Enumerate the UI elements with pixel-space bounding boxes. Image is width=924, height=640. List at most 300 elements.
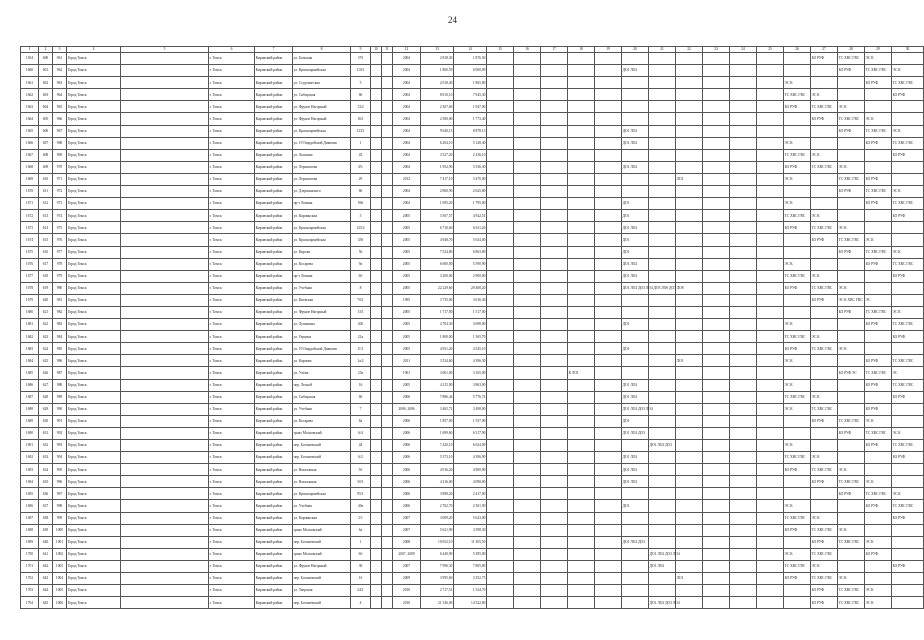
table-cell <box>568 246 595 258</box>
table-cell <box>541 476 568 488</box>
table-cell <box>514 77 541 89</box>
table-cell <box>371 149 382 161</box>
column-number-2: 2 <box>39 47 53 53</box>
table-cell: 5 <box>351 77 371 89</box>
table-cell: г. Томск <box>209 258 255 270</box>
table-cell: 1 876,50 <box>454 53 487 65</box>
table-cell: ЭС К <box>892 246 924 258</box>
table-row <box>21 524 924 536</box>
table-cell <box>784 415 811 427</box>
table-cell: 601 <box>39 65 53 77</box>
table-cell <box>676 415 703 427</box>
table-cell: ДО1 ЛО2 <box>622 137 649 149</box>
table-cell <box>121 222 209 234</box>
table-cell: ДО1 <box>622 500 649 512</box>
table-row <box>21 186 924 198</box>
table-cell: Кировский район <box>255 379 293 391</box>
column-number-21: 21 <box>649 47 676 53</box>
table-cell: г. Томск <box>209 282 255 294</box>
table-cell <box>703 585 730 597</box>
table-cell: Город Томск <box>67 137 121 149</box>
table-cell <box>514 294 541 306</box>
table-cell: 1 857,00 <box>421 415 454 427</box>
table-cell <box>541 440 568 452</box>
table-cell <box>676 585 703 597</box>
table-cell <box>757 440 784 452</box>
table-cell <box>121 161 209 173</box>
table-cell: 7 <box>351 403 371 415</box>
table-cell <box>514 246 541 258</box>
table-cell: БО РУФ <box>865 137 892 149</box>
table-cell <box>371 173 382 185</box>
table-cell <box>121 186 209 198</box>
table-cell: ДО1 ЛО2 ДО3 ЛО4 <box>649 548 676 560</box>
table-cell: 6 710,60 <box>421 222 454 234</box>
table-cell: 6/2 <box>351 452 371 464</box>
table-cell: 2005 <box>393 270 421 282</box>
table-cell: Город Томск <box>67 186 121 198</box>
table-cell: г. Томск <box>209 415 255 427</box>
table-cell: 24/1 <box>351 585 371 597</box>
table-cell: Город Томск <box>67 355 121 367</box>
table-cell <box>595 500 622 512</box>
table-cell <box>784 294 811 306</box>
table-cell <box>676 512 703 524</box>
table-cell: 1673 <box>21 222 39 234</box>
table-cell: 3 567,57 <box>421 210 454 222</box>
table-cell: 1 947,00 <box>454 101 487 113</box>
table-cell <box>121 137 209 149</box>
table-cell <box>703 452 730 464</box>
table-cell <box>757 597 784 609</box>
table-cell <box>121 246 209 258</box>
table-cell <box>514 53 541 65</box>
table-cell: ЭС К <box>892 186 924 198</box>
table-cell <box>784 536 811 548</box>
table-cell <box>676 367 703 379</box>
table-cell: 25а <box>351 367 371 379</box>
table-cell <box>892 415 924 427</box>
table-cell: БО РУФ <box>865 77 892 89</box>
table-cell <box>121 440 209 452</box>
table-cell: 617 <box>39 258 53 270</box>
table-cell <box>541 113 568 125</box>
table-cell: 621 <box>39 306 53 318</box>
table-cell: 43 <box>351 149 371 161</box>
table-cell <box>541 573 568 585</box>
table-cell: 1684 <box>21 355 39 367</box>
table-cell <box>541 294 568 306</box>
table-cell: ул. Красноармейская <box>293 234 351 246</box>
table-cell <box>757 548 784 560</box>
column-number-25: 25 <box>757 47 784 53</box>
table-cell: БО РУФ <box>892 270 924 282</box>
table-row <box>21 161 924 173</box>
table-cell <box>541 149 568 161</box>
table-cell: 95/1 <box>351 488 371 500</box>
table-cell: 3 470,00 <box>454 173 487 185</box>
table-cell: 9 640,15 <box>421 125 454 137</box>
table-cell: Кировский район <box>255 512 293 524</box>
table-cell: Кировский район <box>255 89 293 101</box>
table-cell <box>811 355 838 367</box>
table-cell <box>676 222 703 234</box>
table-cell <box>371 319 382 331</box>
table-cell <box>649 222 676 234</box>
table-cell: 631 <box>39 427 53 439</box>
table-cell: 1а/2 <box>351 355 371 367</box>
table-cell <box>757 222 784 234</box>
table-cell <box>541 270 568 282</box>
table-cell: 7 805,80 <box>454 560 487 572</box>
table-row <box>21 597 924 609</box>
table-cell <box>487 512 514 524</box>
table-cell: 983 <box>53 319 67 331</box>
table-cell <box>757 367 784 379</box>
table-cell <box>703 101 730 113</box>
table-cell <box>865 89 892 101</box>
table-cell: 1 565,70 <box>454 331 487 343</box>
table-cell: ул. Учебная <box>293 403 351 415</box>
table-cell <box>757 536 784 548</box>
table-cell <box>568 149 595 161</box>
table-cell: 625 <box>39 355 53 367</box>
table-cell <box>865 560 892 572</box>
table-cell: 10 052,10 <box>421 536 454 548</box>
table-cell <box>649 536 676 548</box>
table-cell <box>487 210 514 222</box>
table-cell: 47г <box>351 161 371 173</box>
table-cell <box>487 246 514 258</box>
table-cell <box>514 500 541 512</box>
table-cell <box>784 125 811 137</box>
table-cell <box>784 585 811 597</box>
table-cell: Город Томск <box>67 488 121 500</box>
table-cell: 1003 <box>53 560 67 572</box>
table-cell <box>865 149 892 161</box>
table-cell <box>121 173 209 185</box>
table-cell <box>649 476 676 488</box>
table-row <box>21 464 924 476</box>
table-cell <box>730 403 757 415</box>
table-cell: 14 522,80 <box>454 597 487 609</box>
table-row <box>21 560 924 572</box>
table-cell <box>568 536 595 548</box>
table-cell: 1700 <box>21 548 39 560</box>
table-cell: ЭС К <box>865 113 892 125</box>
table-cell <box>541 173 568 185</box>
table-cell <box>568 234 595 246</box>
table-cell <box>676 379 703 391</box>
table-cell: 962 <box>53 65 67 77</box>
table-cell <box>703 113 730 125</box>
table-cell: ДО1 ЛО2 <box>622 65 649 77</box>
table-cell: ЭС К <box>892 306 924 318</box>
table-cell <box>703 258 730 270</box>
table-cell: 3 616,30 <box>454 294 487 306</box>
table-cell: 637 <box>39 500 53 512</box>
table-cell: 4 931,20 <box>421 343 454 355</box>
table-cell: 2005 <box>393 282 421 294</box>
table-cell <box>371 512 382 524</box>
table-cell <box>811 125 838 137</box>
table-cell <box>121 113 209 125</box>
table-cell <box>487 548 514 560</box>
table-cell: ул. Лермонтова <box>293 161 351 173</box>
table-cell: Город Томск <box>67 427 121 439</box>
table-cell: г. Томск <box>209 222 255 234</box>
table-cell: ул. Сибирская <box>293 391 351 403</box>
table-cell: 20 408,20 <box>454 282 487 294</box>
table-cell <box>371 331 382 343</box>
table-cell <box>382 391 393 403</box>
table-cell: Кировский район <box>255 173 293 185</box>
table-cell: БО РУФ <box>865 319 892 331</box>
table-cell <box>382 403 393 415</box>
table-cell: ДО1 ЛО2 <box>622 222 649 234</box>
table-cell: 996 <box>53 476 67 488</box>
table-cell <box>730 137 757 149</box>
table-cell: 5 621,90 <box>421 524 454 536</box>
table-cell <box>649 464 676 476</box>
table-cell: ДО1 ЛО2 <box>622 161 649 173</box>
table-cell <box>514 149 541 161</box>
column-number-1: 1 <box>21 47 39 53</box>
table-cell <box>371 258 382 270</box>
table-cell: Кировский район <box>255 306 293 318</box>
table-cell: Кировский район <box>255 198 293 210</box>
table-cell: 1004 <box>53 573 67 585</box>
table-cell <box>730 343 757 355</box>
table-cell: 4 916,20 <box>421 464 454 476</box>
table-cell <box>595 282 622 294</box>
table-cell <box>676 198 703 210</box>
table-cell: 2 860,90 <box>421 186 454 198</box>
table-cell: 1666 <box>21 137 39 149</box>
table-cell: ДО1 ЛО2 <box>622 258 649 270</box>
table-cell: Город Томск <box>67 77 121 89</box>
table-cell: 626 <box>39 367 53 379</box>
table-cell <box>514 161 541 173</box>
table-cell <box>676 524 703 536</box>
table-cell <box>514 186 541 198</box>
table-cell <box>382 246 393 258</box>
table-cell: пер. Богашевский <box>293 440 351 452</box>
table-cell: 994 <box>53 452 67 464</box>
table-cell <box>382 210 393 222</box>
table-cell: Кировский район <box>255 488 293 500</box>
table-cell: 624 <box>39 343 53 355</box>
table-cell <box>730 161 757 173</box>
table-cell: ТС ХВС ГВС <box>838 476 865 488</box>
table-cell <box>541 89 568 101</box>
table-cell <box>568 597 595 609</box>
table-cell <box>568 355 595 367</box>
table-cell <box>371 137 382 149</box>
table-row <box>21 65 924 77</box>
table-cell: 2005 <box>393 210 421 222</box>
table-cell: г. Томск <box>209 560 255 572</box>
table-cell: Город Томск <box>67 282 121 294</box>
table-cell: ДО1 ЛО2 ДО3 ЛО4 <box>622 403 649 415</box>
table-cell: ТС ХВС ГВС <box>784 210 811 222</box>
table-cell: ЭС К <box>865 415 892 427</box>
table-cell: ЭС К <box>865 53 892 65</box>
table-cell: БО РУФ <box>865 440 892 452</box>
table-cell: 3 863,00 <box>454 379 487 391</box>
table-cell: 968 <box>53 137 67 149</box>
table-cell <box>541 403 568 415</box>
table-cell <box>371 53 382 65</box>
table-cell <box>541 464 568 476</box>
table-cell: 963 <box>53 77 67 89</box>
table-cell: Город Томск <box>67 524 121 536</box>
table-cell: 989 <box>53 391 67 403</box>
table-cell: Город Томск <box>67 161 121 173</box>
table-cell <box>382 234 393 246</box>
table-cell: БО РУФ <box>865 379 892 391</box>
table-cell <box>838 512 865 524</box>
table-cell: ДО1 ЛО2 <box>622 379 649 391</box>
table-cell: ул. Красноармейская <box>293 125 351 137</box>
table-cell: г. Томск <box>209 476 255 488</box>
table-cell <box>595 440 622 452</box>
table-cell <box>595 65 622 77</box>
table-cell: 2004 <box>393 113 421 125</box>
table-cell <box>541 306 568 318</box>
table-cell: 5б/1 <box>351 476 371 488</box>
table-cell <box>487 415 514 427</box>
table-cell: 1006 <box>53 597 67 609</box>
register-table <box>20 46 924 609</box>
table-cell <box>568 319 595 331</box>
table-cell: г. Томск <box>209 198 255 210</box>
table-cell: ул. Карпинская <box>293 210 351 222</box>
table-cell: 610 <box>39 173 53 185</box>
table-cell <box>541 548 568 560</box>
table-cell: ул. Сибирская <box>293 89 351 101</box>
table-cell <box>487 89 514 101</box>
table-cell: Город Томск <box>67 331 121 343</box>
table-cell <box>838 137 865 149</box>
table-cell <box>649 65 676 77</box>
table-cell <box>649 306 676 318</box>
table-cell <box>757 210 784 222</box>
table-cell: 2005 <box>393 331 421 343</box>
table-cell: 2006 <box>393 488 421 500</box>
table-cell <box>838 500 865 512</box>
table-cell <box>676 536 703 548</box>
table-cell <box>514 355 541 367</box>
table-cell <box>371 367 382 379</box>
table-cell <box>121 512 209 524</box>
table-cell <box>757 137 784 149</box>
table-cell: 636 <box>39 488 53 500</box>
table-cell <box>838 319 865 331</box>
table-cell <box>514 113 541 125</box>
table-cell: 986 <box>53 355 67 367</box>
table-cell <box>865 452 892 464</box>
table-cell: ул. Учебная <box>293 282 351 294</box>
table-cell: 970 <box>53 161 67 173</box>
table-cell: 2 417,00 <box>454 488 487 500</box>
table-cell <box>676 270 703 282</box>
table-cell: Кировский район <box>255 500 293 512</box>
table-cell <box>595 391 622 403</box>
table-cell: Кировский район <box>255 524 293 536</box>
table-cell: БО РУФ <box>784 222 811 234</box>
table-cell <box>676 403 703 415</box>
table-cell: 641 <box>39 548 53 560</box>
table-cell <box>541 512 568 524</box>
table-cell <box>541 536 568 548</box>
table-cell <box>568 77 595 89</box>
table-cell: ул. Студенческая <box>293 77 351 89</box>
table-cell <box>121 282 209 294</box>
table-cell <box>865 524 892 536</box>
table-cell <box>676 560 703 572</box>
table-cell <box>514 427 541 439</box>
table-cell <box>121 464 209 476</box>
table-cell: ТС ХВС ГВС <box>892 440 924 452</box>
table-cell <box>382 560 393 572</box>
table-cell: 56 <box>351 246 371 258</box>
table-cell: БО РУФ <box>811 536 838 548</box>
table-cell: 1689 <box>21 415 39 427</box>
table-cell: 984 <box>53 331 67 343</box>
table-cell: 60 <box>351 186 371 198</box>
table-cell <box>892 222 924 234</box>
table-cell <box>676 65 703 77</box>
table-cell: Кировский район <box>255 77 293 89</box>
table-cell: пр-т Ленина <box>293 198 351 210</box>
table-cell <box>514 597 541 609</box>
table-cell <box>757 306 784 318</box>
table-cell: 7 886,44 <box>421 391 454 403</box>
table-cell: Кировский район <box>255 137 293 149</box>
table-cell <box>541 234 568 246</box>
table-cell: БО РУФ <box>784 464 811 476</box>
table-cell <box>838 77 865 89</box>
table-row <box>21 488 924 500</box>
table-cell: 1701 <box>21 560 39 572</box>
table-cell <box>514 548 541 560</box>
table-cell: Город Томск <box>67 222 121 234</box>
table-cell <box>382 500 393 512</box>
table-cell <box>487 427 514 439</box>
table-cell <box>541 161 568 173</box>
column-number-30: 30 <box>892 47 924 53</box>
column-number-3: 3 <box>53 47 67 53</box>
table-cell <box>622 89 649 101</box>
table-cell: г. Томск <box>209 270 255 282</box>
table-cell <box>382 367 393 379</box>
table-cell: Город Томск <box>67 573 121 585</box>
table-cell <box>121 548 209 560</box>
table-cell <box>703 173 730 185</box>
table-cell <box>121 331 209 343</box>
table-cell: 2 625,80 <box>454 186 487 198</box>
table-cell <box>676 391 703 403</box>
table-cell <box>649 149 676 161</box>
table-cell <box>371 355 382 367</box>
table-cell: ЭС К ХВС ГВС <box>838 294 865 306</box>
table-cell: г. Томск <box>209 367 255 379</box>
table-cell: ТС ХВС ГВС <box>784 149 811 161</box>
table-cell <box>121 597 209 609</box>
table-cell <box>541 198 568 210</box>
table-cell: 6б <box>351 270 371 282</box>
